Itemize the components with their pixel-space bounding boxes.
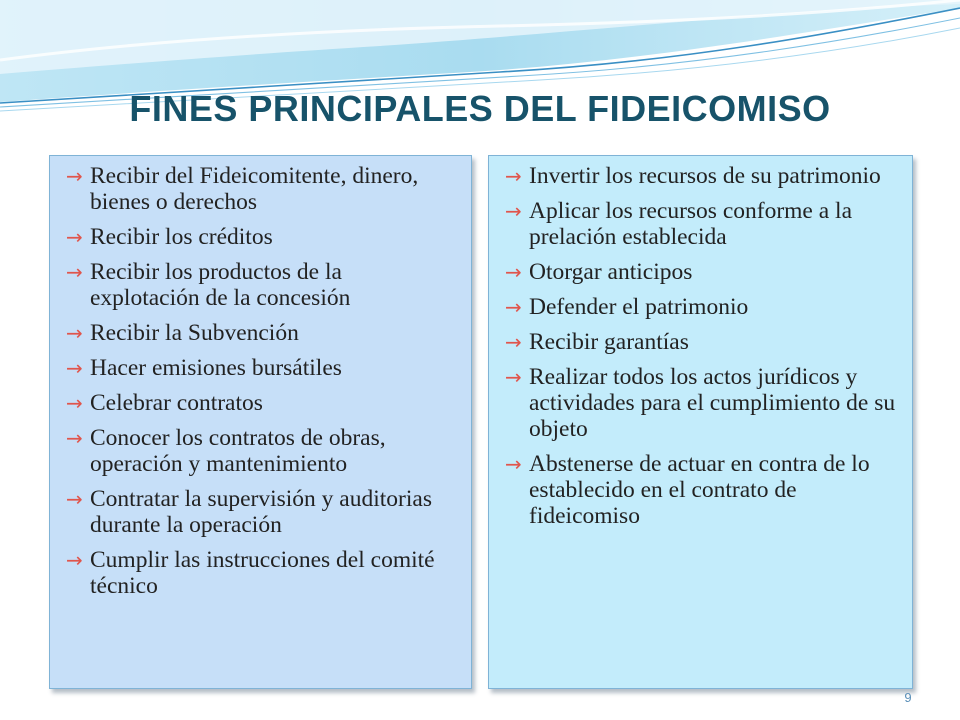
list-item-text: Contratar la supervisión y auditorias durante la operación — [90, 486, 432, 538]
list-item-text: Otorgar anticipos — [529, 259, 693, 285]
list-item-text: Cumplir las instrucciones del comité técnico — [90, 547, 435, 599]
right-arrow-icon: → — [505, 164, 522, 188]
list-item-text: Conocer los contratos de obras, operación y mantenimiento — [90, 425, 386, 477]
slide-title: FINES PRINCIPALES DEL FIDEICOMISO — [129, 88, 831, 129]
list-item — [505, 364, 898, 442]
right-arrow-icon: → — [66, 164, 83, 188]
left-bullet-list — [66, 163, 457, 599]
list-item-text: Realizar todos los actos jurídicos y actividades para el cumplimiento de su objeto — [529, 364, 896, 442]
list-item — [66, 486, 457, 538]
right-arrow-icon: → — [505, 260, 522, 284]
list-item-text: Celebrar contratos — [90, 390, 263, 416]
right-content-panel — [488, 155, 913, 689]
right-arrow-icon: → — [66, 356, 83, 380]
left-content-panel — [49, 155, 472, 689]
list-item — [66, 355, 457, 381]
list-item — [505, 451, 898, 529]
page-number: 9 — [904, 690, 912, 705]
right-arrow-icon: → — [66, 487, 83, 511]
right-arrow-icon: → — [505, 199, 522, 223]
right-bullet-list — [505, 163, 898, 529]
right-arrow-icon: → — [66, 548, 83, 572]
list-item — [66, 425, 457, 477]
right-arrow-icon: → — [66, 225, 83, 249]
list-item-text: Aplicar los recursos conforme a la prelación establecida — [529, 198, 852, 250]
list-item — [505, 294, 898, 320]
list-item — [66, 547, 457, 599]
list-item — [66, 163, 457, 215]
list-item — [66, 320, 457, 346]
list-item — [66, 390, 457, 416]
list-item — [505, 163, 898, 189]
list-item-text: Recibir del Fideicomitente, dinero, bienes o derechos — [90, 163, 419, 215]
list-item-text: Recibir los productos de la explotación de la concesión — [90, 259, 351, 311]
list-item-text: Recibir garantías — [529, 329, 689, 355]
list-item-text: Hacer emisiones bursátiles — [90, 355, 342, 381]
list-item-text: Recibir la Subvención — [90, 320, 299, 346]
list-item — [505, 259, 898, 285]
right-arrow-icon: → — [505, 330, 522, 354]
list-item-text: Abstenerse de actuar en contra de lo establecido en el contrato de fideicomiso — [529, 451, 870, 529]
right-arrow-icon: → — [66, 321, 83, 345]
list-item-text: Invertir los recursos de su patrimonio — [529, 163, 881, 189]
list-item-text: Defender el patrimonio — [529, 294, 749, 320]
list-item — [66, 224, 457, 250]
list-item — [66, 259, 457, 311]
list-item — [505, 329, 898, 355]
right-arrow-icon: → — [66, 391, 83, 415]
right-arrow-icon: → — [505, 295, 522, 319]
list-item — [505, 198, 898, 250]
right-arrow-icon: → — [505, 365, 522, 389]
list-item-text: Recibir los créditos — [90, 224, 273, 250]
right-arrow-icon: → — [66, 260, 83, 284]
right-arrow-icon: → — [66, 426, 83, 450]
right-arrow-icon: → — [505, 452, 522, 476]
